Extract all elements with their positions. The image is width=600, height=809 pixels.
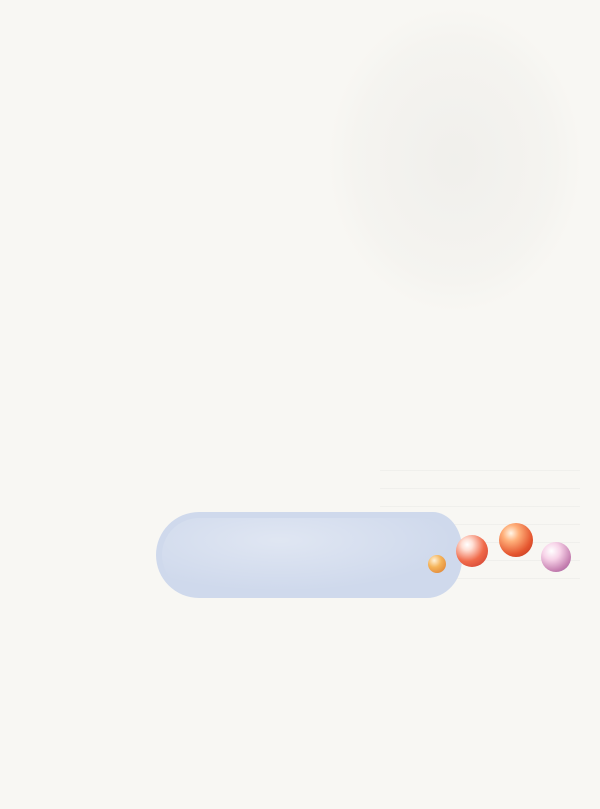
bead-decoration	[499, 523, 533, 557]
bead-decoration	[456, 535, 488, 567]
bead-decoration	[541, 542, 571, 572]
section-header-band	[156, 512, 462, 598]
background-illustration-ghost	[330, 10, 580, 310]
bead-decoration	[428, 555, 446, 573]
